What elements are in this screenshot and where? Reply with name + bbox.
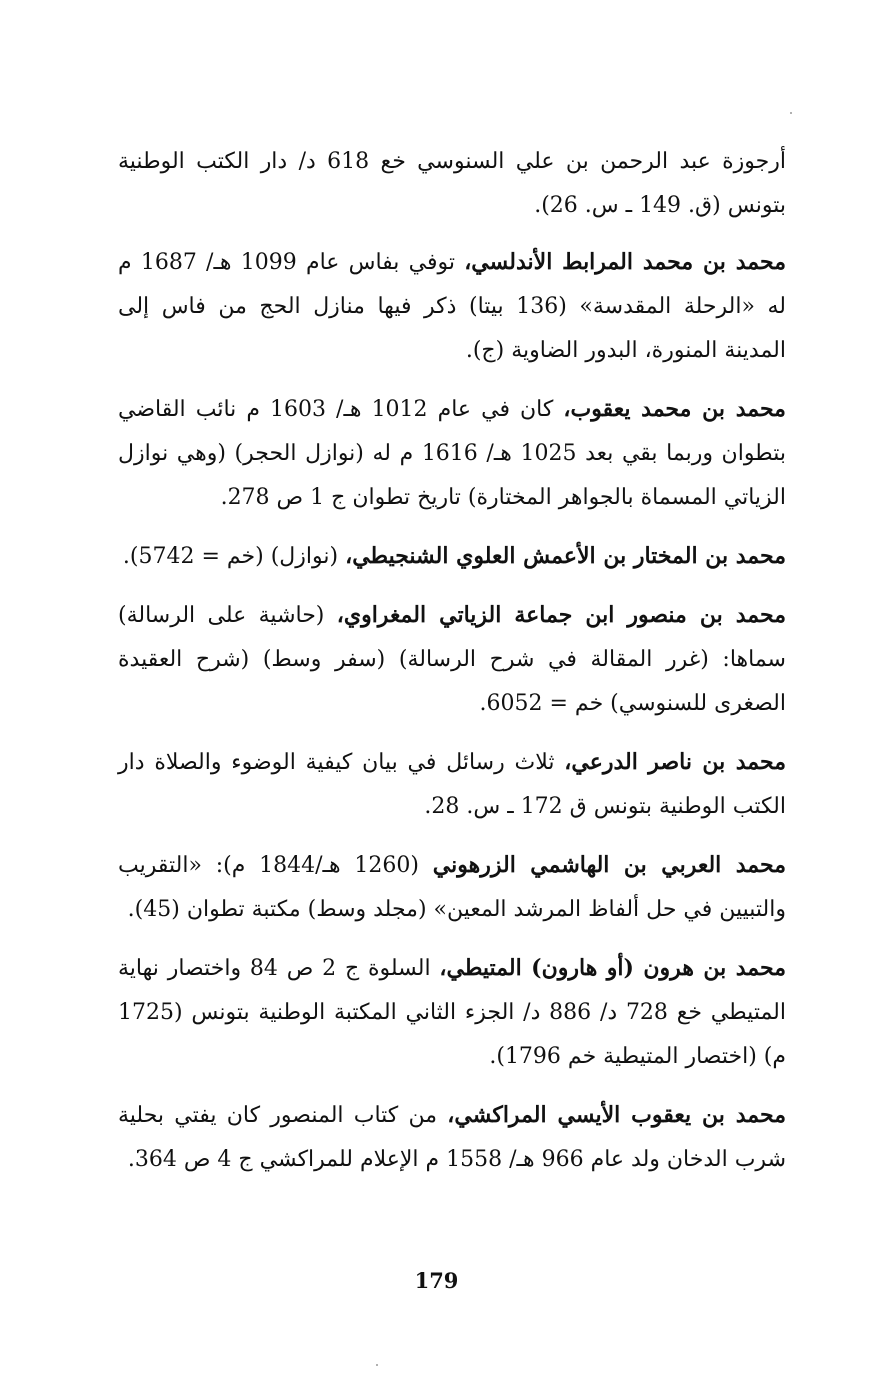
entry-text: (نوازل) (خم = 5742). xyxy=(122,544,346,569)
entry-name: محمد بن محمد يعقوب، xyxy=(563,396,786,422)
entry-continuation xyxy=(118,140,786,228)
entry-text: توفي بفاس عام 1099 هـ/ 1687 م له «الرحلة المقدسة» (136 بيتا) ذكر فيها منازل الحج من فاس إلى المدينة المنورة، البدور الضاوية (ج). xyxy=(118,250,786,363)
entry-text: ثلاث رسائل في بيان كيفية الوضوء والصلاة دار الكتب الوطنية بتونس ق 172 ـ س. 28. xyxy=(118,750,786,819)
scan-speck xyxy=(790,112,792,114)
entry-name: محمد العربي بن الهاشمي الزرهوني xyxy=(432,852,786,878)
entry xyxy=(118,843,786,932)
entry-text: (حاشية على الرسالة) سماها: (غرر المقالة في شرح الرسالة) (سفر وسط) (شرح العقيدة الصغرى للسنوسي) خم = 6052. xyxy=(118,603,786,716)
entry xyxy=(118,946,786,1079)
entry xyxy=(118,240,786,373)
entry xyxy=(118,1093,786,1182)
entry-name: محمد بن ناصر الدرعي، xyxy=(564,749,786,775)
entry-text: (1260 هـ/1844 م): «التقريب والتبيين في حل ألفاظ المرشد المعين» (مجلد وسط) مكتبة تطوان (45). xyxy=(118,853,786,922)
entry xyxy=(118,593,786,726)
text-body xyxy=(118,140,786,1196)
entry-text: السلوة ج 2 ص 84 واختصار نهاية المتيطي خع 728 د/ 886 د/ الجزء الثاني المكتبة الوطنية بتونس (1725 م) (اختصار المتيطية خم 1796). xyxy=(118,956,786,1069)
entry-name: محمد بن منصور ابن جماعة الزياتي المغراوي، xyxy=(336,602,787,628)
entry xyxy=(118,387,786,520)
entry-text: من كتاب المنصور كان يفتي بحلية شرب الدخان ولد عام 966 هـ/ 1558 م الإعلام للمراكشي ج 4 ص 364. xyxy=(118,1103,786,1172)
scan-speck xyxy=(376,1364,378,1366)
entry xyxy=(118,534,786,579)
entry xyxy=(118,740,786,829)
page-number: 179 xyxy=(414,1268,459,1293)
entry-text: كان في عام 1012 هـ/ 1603 م نائب القاضي بتطوان وربما بقي بعد 1025 هـ/ 1616 م له (نوازل الحجر) (وهي نوازل الزياتي المسماة بالجواهر المختارة) تاريخ تطوان ج 1 ص 278. xyxy=(118,397,786,510)
entry-text: أرجوزة عبد الرحمن بن علي السنوسي خع 618 د/ دار الكتب الوطنية بتونس (ق. 149 ـ س. 26). xyxy=(118,149,786,218)
entry-name: محمد بن محمد المرابط الأندلسي، xyxy=(464,249,786,275)
entry-name: محمد بن هرون (أو هارون) المتيطي، xyxy=(439,955,787,981)
entry-name: محمد بن المختار بن الأعمش العلوي الشنجيطي، xyxy=(345,543,786,569)
entry-name: محمد بن يعقوب الأيسي المراكشي، xyxy=(447,1102,786,1128)
